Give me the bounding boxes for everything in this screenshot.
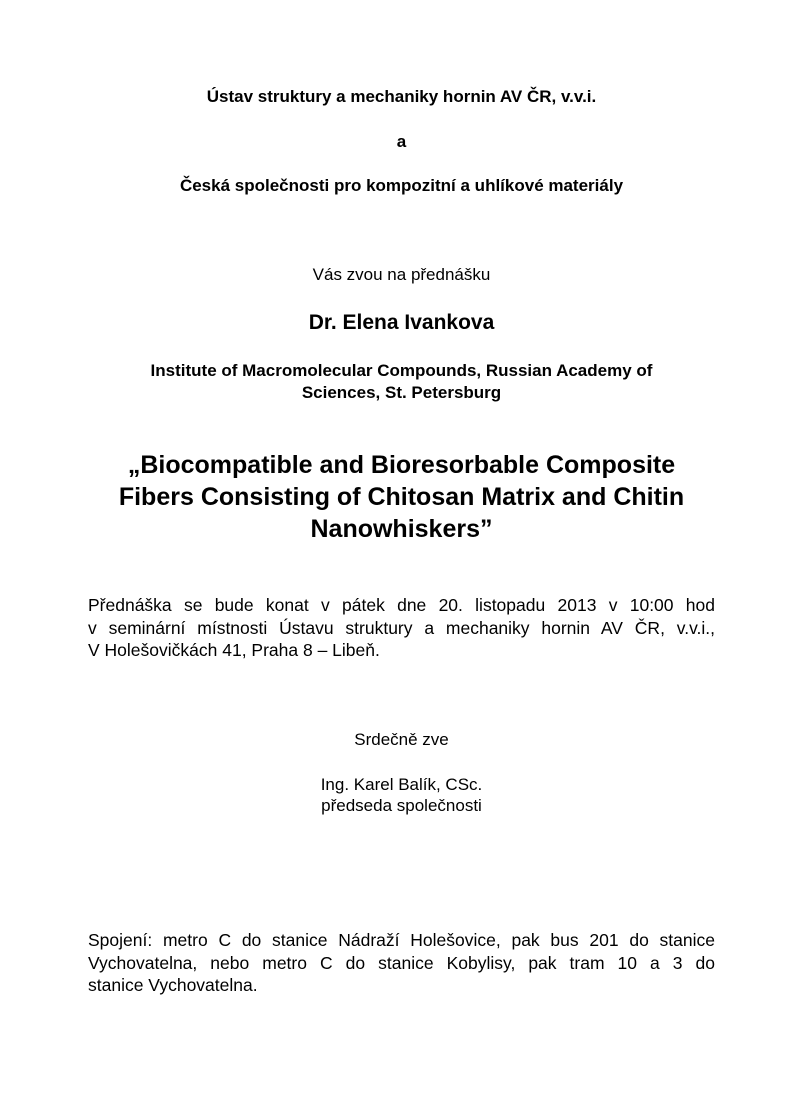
- speaker-affiliation-line-2: Sciences, St. Petersburg: [301, 383, 502, 402]
- lecture-title-line-2: Fibers Consisting of Chitosan Matrix and Chitin: [118, 483, 685, 511]
- lecture-details: [88, 594, 715, 662]
- lecture-details-line-1: Přednáška se bude konat v pátek dne 20. listopadu 2013 v 10:00 hod: [88, 595, 715, 615]
- transport-info: [88, 929, 715, 997]
- signatory-role: předseda společnosti: [321, 796, 482, 815]
- invitation-intro: Vás zvou na přednášku: [312, 265, 491, 284]
- conjunction: a: [396, 132, 407, 151]
- signatory-name: Ing. Karel Balík, CSc.: [320, 775, 483, 794]
- lecture-details-line-2: v seminární místnosti Ústavu struktury a mechaniky hornin AV ČR, v.v.i.,: [88, 617, 715, 638]
- society-name: Česká společnosti pro kompozitní a uhlíkové materiály: [179, 176, 624, 195]
- lecture-details-line-3: V Holešovičkách 41, Praha 8 – Libeň.: [88, 640, 380, 660]
- lecture-title-line-1: „Biocompatible and Bioresorbable Composite: [127, 451, 676, 479]
- transport-line-1: Spojení: metro C do stanice Nádraží Holešovice, pak bus 201 do stanice: [88, 930, 715, 950]
- transport-line-3: stanice Vychovatelna.: [88, 975, 258, 995]
- transport-line-2: Vychovatelna, nebo metro C do stanice Kobylisy, pak tram 10 a 3 do: [88, 952, 715, 973]
- institute-name: Ústav struktury a mechaniky hornin AV ČR, v.v.i.: [206, 87, 597, 106]
- signature-block: [0, 774, 803, 816]
- lecture-title-line-3: Nanowhiskers”: [310, 515, 493, 543]
- speaker-affiliation-line-1: Institute of Macromolecular Compounds, Russian Academy of: [150, 361, 653, 380]
- signature-greeting: Srdečně zve: [354, 730, 449, 749]
- speaker-name: Dr. Elena Ivankova: [308, 311, 495, 334]
